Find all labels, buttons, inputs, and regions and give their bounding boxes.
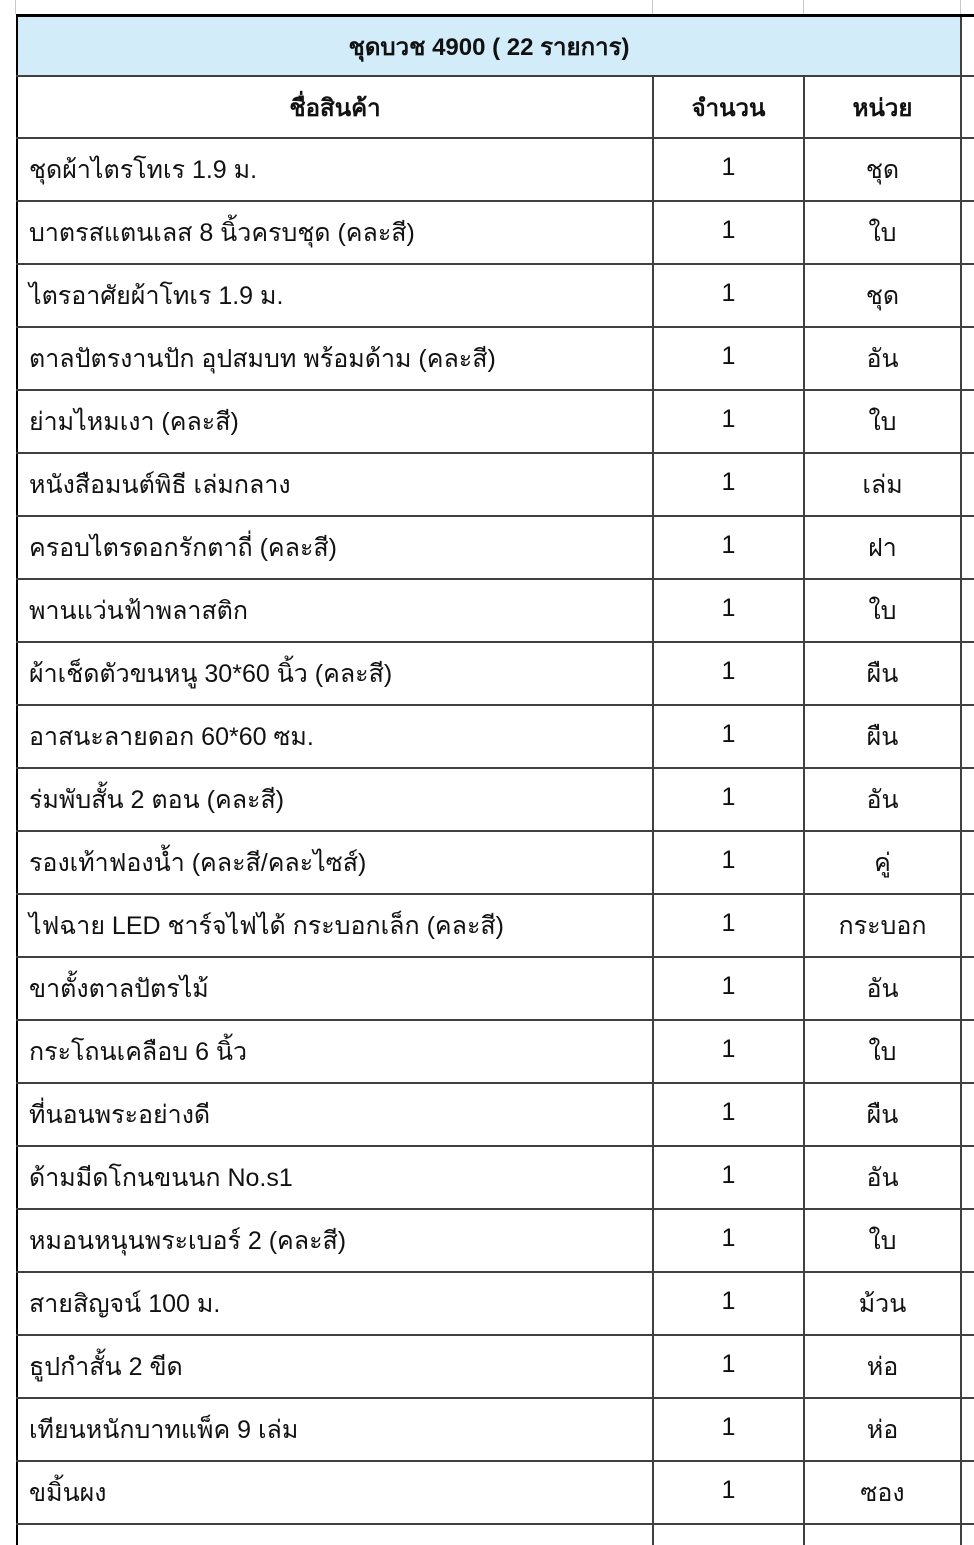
product-name-cell[interactable]: บาตรสแตนเลส 8 นิ้วครบชุด (คละสี) xyxy=(17,201,653,264)
table-row xyxy=(17,642,974,705)
empty-cell[interactable] xyxy=(961,1083,974,1146)
quantity-cell[interactable]: 1 xyxy=(653,1209,804,1272)
quantity-cell[interactable]: 1 xyxy=(653,768,804,831)
product-name-cell[interactable]: หนังสือมนต์พิธี เล่มกลาง xyxy=(17,453,653,516)
empty-cell[interactable] xyxy=(961,705,974,768)
unit-cell[interactable]: เล่ม xyxy=(804,453,961,516)
empty-cell[interactable] xyxy=(961,1020,974,1083)
empty-cell[interactable] xyxy=(961,768,974,831)
quantity-cell[interactable]: 1 xyxy=(653,453,804,516)
product-name-cell[interactable]: ตาลปัตรงานปัก อุปสมบท พร้อมด้าม (คละสี) xyxy=(17,327,653,390)
unit-cell[interactable]: ห่อ xyxy=(804,1335,961,1398)
product-name-cell[interactable]: อาสนะลายดอก 60*60 ซม. xyxy=(17,705,653,768)
empty-cell[interactable] xyxy=(961,1272,974,1335)
product-name-cell[interactable]: สายสิญจน์ 100 ม. xyxy=(17,1272,653,1335)
product-name-cell[interactable]: ด้ามมีดโกนขนนก No.s1 xyxy=(17,1146,653,1209)
table-row xyxy=(17,1146,974,1209)
empty-cell[interactable] xyxy=(961,1461,974,1524)
column-header-row xyxy=(17,76,974,138)
table-row xyxy=(17,1020,974,1083)
unit-cell[interactable]: กระบอก xyxy=(804,894,961,957)
quantity-cell[interactable]: 1 xyxy=(653,1461,804,1524)
table-row xyxy=(17,1272,974,1335)
unit-cell[interactable]: ผืน xyxy=(804,642,961,705)
quantity-cell[interactable]: 1 xyxy=(653,894,804,957)
quantity-cell[interactable]: 1 xyxy=(653,390,804,453)
empty-cell[interactable] xyxy=(961,1209,974,1272)
product-name-cell[interactable]: ผ้าเช็ดตัวขนหนู 30*60 นิ้ว (คละสี) xyxy=(17,642,653,705)
unit-cell[interactable]: คู่ xyxy=(804,831,961,894)
empty-cell[interactable] xyxy=(961,138,974,201)
table-row xyxy=(17,831,974,894)
table-row xyxy=(17,264,974,327)
quantity-cell[interactable]: 1 xyxy=(653,642,804,705)
column-header-unit[interactable]: หน่วย xyxy=(804,76,961,138)
table-row xyxy=(17,138,974,201)
unit-cell[interactable]: ผืน xyxy=(804,1083,961,1146)
table-title[interactable]: ชุดบวช 4900 ( 22 รายการ) xyxy=(17,16,961,77)
unit-cell[interactable]: ใบ xyxy=(804,390,961,453)
empty-cell[interactable] xyxy=(961,453,974,516)
column-header-name[interactable]: ชื่อสินค้า xyxy=(17,76,653,138)
product-name-cell[interactable]: ร่มพับสั้น 2 ตอน (คละสี) xyxy=(17,768,653,831)
table-row xyxy=(17,768,974,831)
product-name-cell[interactable]: ชุดผ้าไตรโทเร 1.9 ม. xyxy=(17,138,653,201)
quantity-cell[interactable]: 1 xyxy=(653,705,804,768)
quantity-cell[interactable]: 1 xyxy=(653,264,804,327)
empty-cell[interactable] xyxy=(961,1398,974,1461)
product-name-cell[interactable]: ไตรอาศัยผ้าโทเร 1.9 ม. xyxy=(17,264,653,327)
table-row xyxy=(17,1461,974,1524)
empty-cell[interactable] xyxy=(653,1524,804,1545)
quantity-cell[interactable]: 1 xyxy=(653,516,804,579)
product-name-cell[interactable]: ย่ามไหมเงา (คละสี) xyxy=(17,390,653,453)
empty-cell[interactable] xyxy=(961,327,974,390)
quantity-cell[interactable]: 1 xyxy=(653,1398,804,1461)
table-title-row xyxy=(17,16,974,77)
empty-cell[interactable] xyxy=(961,642,974,705)
unit-cell[interactable]: อัน xyxy=(804,1146,961,1209)
unit-cell[interactable]: ห่อ xyxy=(804,1398,961,1461)
gridline xyxy=(960,0,961,14)
empty-cell[interactable] xyxy=(961,957,974,1020)
empty-cell[interactable] xyxy=(961,1524,974,1545)
unit-cell[interactable]: ซอง xyxy=(804,1461,961,1524)
table-row xyxy=(17,705,974,768)
table-row xyxy=(17,894,974,957)
table-row xyxy=(17,1335,974,1398)
column-header-qty[interactable]: จำนวน xyxy=(653,76,804,138)
unit-cell[interactable]: ฝา xyxy=(804,516,961,579)
unit-cell[interactable]: ใบ xyxy=(804,1020,961,1083)
empty-cell[interactable] xyxy=(961,516,974,579)
quantity-cell[interactable]: 1 xyxy=(653,831,804,894)
table-row xyxy=(17,453,974,516)
quantity-cell[interactable]: 1 xyxy=(653,957,804,1020)
product-name-cell[interactable]: เทียนหนักบาทแพ็ค 9 เล่ม xyxy=(17,1398,653,1461)
quantity-cell[interactable]: 1 xyxy=(653,1272,804,1335)
quantity-cell[interactable]: 1 xyxy=(653,201,804,264)
unit-cell[interactable]: ใบ xyxy=(804,1209,961,1272)
empty-cell[interactable] xyxy=(961,1146,974,1209)
product-name-cell[interactable]: ไฟฉาย LED ชาร์จไฟได้ กระบอกเล็ก (คละสี) xyxy=(17,894,653,957)
quantity-cell[interactable]: 1 xyxy=(653,579,804,642)
table-row xyxy=(17,1083,974,1146)
gridline xyxy=(652,0,653,14)
unit-cell[interactable]: ผืน xyxy=(804,705,961,768)
gridline xyxy=(15,0,16,14)
table-row xyxy=(17,579,974,642)
table-row xyxy=(17,201,974,264)
table-row xyxy=(17,516,974,579)
quantity-cell[interactable]: 1 xyxy=(653,327,804,390)
table-row xyxy=(17,327,974,390)
sheet-top-gridlines xyxy=(0,0,974,14)
table-row xyxy=(17,390,974,453)
product-table xyxy=(16,14,974,1545)
product-name-cell[interactable]: กระโถนเคลือบ 6 นิ้ว xyxy=(17,1020,653,1083)
empty-cell[interactable] xyxy=(961,894,974,957)
quantity-cell[interactable]: 1 xyxy=(653,1146,804,1209)
empty-cell[interactable] xyxy=(17,1524,653,1545)
quantity-cell[interactable]: 1 xyxy=(653,1083,804,1146)
gridline xyxy=(803,0,804,14)
empty-cell[interactable] xyxy=(961,1335,974,1398)
empty-row xyxy=(17,1524,974,1545)
unit-cell[interactable]: ชุด xyxy=(804,264,961,327)
product-name-cell[interactable]: ธูปกำสั้น 2 ขีด xyxy=(17,1335,653,1398)
unit-cell[interactable]: อัน xyxy=(804,957,961,1020)
empty-cell[interactable] xyxy=(961,264,974,327)
unit-cell[interactable]: ใบ xyxy=(804,579,961,642)
quantity-cell[interactable]: 1 xyxy=(653,1020,804,1083)
empty-cell[interactable] xyxy=(961,16,974,77)
unit-cell[interactable]: อัน xyxy=(804,768,961,831)
table-row xyxy=(17,1398,974,1461)
empty-cell[interactable] xyxy=(961,579,974,642)
unit-cell[interactable]: ใบ xyxy=(804,201,961,264)
empty-cell[interactable] xyxy=(961,201,974,264)
table-row xyxy=(17,957,974,1020)
product-name-cell[interactable]: พานแว่นฟ้าพลาสติก xyxy=(17,579,653,642)
unit-cell[interactable]: ชุด xyxy=(804,138,961,201)
empty-cell[interactable] xyxy=(961,76,974,138)
product-name-cell[interactable]: หมอนหนุนพระเบอร์ 2 (คละสี) xyxy=(17,1209,653,1272)
product-name-cell[interactable]: ขมิ้นผง xyxy=(17,1461,653,1524)
product-name-cell[interactable]: ขาตั้งตาลปัตรไม้ xyxy=(17,957,653,1020)
product-name-cell[interactable]: ที่นอนพระอย่างดี xyxy=(17,1083,653,1146)
table-row xyxy=(17,1209,974,1272)
quantity-cell[interactable]: 1 xyxy=(653,138,804,201)
product-name-cell[interactable]: รองเท้าฟองน้ำ (คละสี/คละไซส์) xyxy=(17,831,653,894)
empty-cell[interactable] xyxy=(961,390,974,453)
unit-cell[interactable]: อัน xyxy=(804,327,961,390)
empty-cell[interactable] xyxy=(961,831,974,894)
empty-cell[interactable] xyxy=(804,1524,961,1545)
product-name-cell[interactable]: ครอบไตรดอกรักตาถี่ (คละสี) xyxy=(17,516,653,579)
unit-cell[interactable]: ม้วน xyxy=(804,1272,961,1335)
product-sheet xyxy=(16,14,974,1545)
quantity-cell[interactable]: 1 xyxy=(653,1335,804,1398)
